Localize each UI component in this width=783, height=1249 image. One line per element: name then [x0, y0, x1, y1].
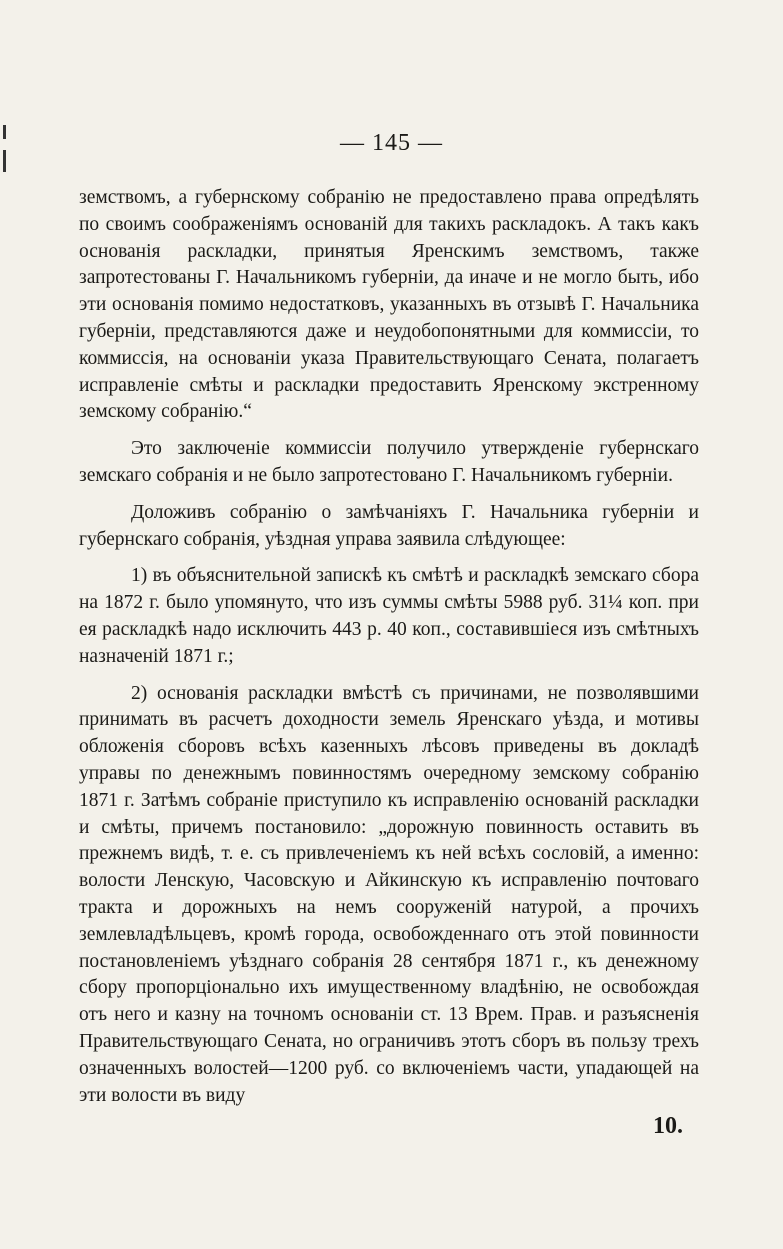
- signature-mark: 10.: [653, 1113, 683, 1139]
- page-number: — 145 —: [340, 130, 443, 156]
- paragraph: 2) основанія раскладки вмѣстѣ съ причинами, не позволявшими принимать въ расчетъ доходности земель Яренскаго уѣзда, и мотивы обложенія сборовъ всѣхъ казенныхъ лѣсовъ приведены въ докладѣ управы по денежнымъ повинностямъ очередному земскому собранію 1871 г. Затѣмъ собраніе приступило къ исправленію основаній раскладки и смѣты, причемъ постановило: „дорожную повинность оставить въ прежнемъ видѣ, т. е. съ привлеченіемъ къ ней всѣхъ сословій, а именно: волости Ленскую, Часовскую и Айкинскую къ исправленію почтоваго тракта и дорожныхъ на немъ сооруженій натурой, а прочихъ землевладѣльцевъ, кромѣ города, освобожденнаго отъ этой повинности постановленіемъ уѣзднаго собранія 28 сентября 1871 г., къ денежному сбору пропорціонально ихъ имущественному владѣнію, не освобождая отъ него и казну на точномъ основаніи ст. 13 Врем. Прав. и разъясненія Правительствующаго Сената, но ограничивъ этотъ сборъ въ пользу трехъ означенныхъ волостей—1200 руб. со включеніемъ части, упадающей на эти волости въ виду: [79, 682, 699, 1106]
- paragraph: Это заключеніе коммиссіи получило утвержденіе губернскаго земскаго собранія и не было запротестовано Г. Начальникомъ губерніи.: [79, 438, 699, 486]
- paragraph: земствомъ, а губернскому собранію не предоставлено права опредѣлять по своимъ соображеніямъ основаній для такихъ раскладокъ. А такъ какъ основанія раскладки, принятыя Яренскимъ земствомъ, также запротестованы Г. Начальникомъ губерніи, да иначе и не могло быть, ибо эти основанія помимо недостатковъ, указанныхъ въ отзывѣ Г. Начальника губерніи, представляются даже и неудобопонятными для коммиссіи, то коммиссія, на основаніи указа Правительствующаго Сената, полагаетъ исправленіе смѣты и раскладки предоставить Яренскому экстренному земскому собранію.“: [79, 187, 699, 423]
- paragraph: 1) въ объяснительной запискѣ къ смѣтѣ и раскладкѣ земскаго сбора на 1872 г. было упомянуто, что изъ суммы смѣты 5988 руб. 31¼ коп. при ея раскладкѣ надо исключить 443 р. 40 коп., составившіеся изъ смѣтныхъ назначеній 1871 г.;: [79, 565, 699, 667]
- paragraph: Доложивъ собранію о замѣчаніяхъ Г. Начальника губерніи и губернскаго собранія, уѣздная управа заявила слѣдующее:: [79, 501, 699, 550]
- body-text: [79, 185, 699, 1109]
